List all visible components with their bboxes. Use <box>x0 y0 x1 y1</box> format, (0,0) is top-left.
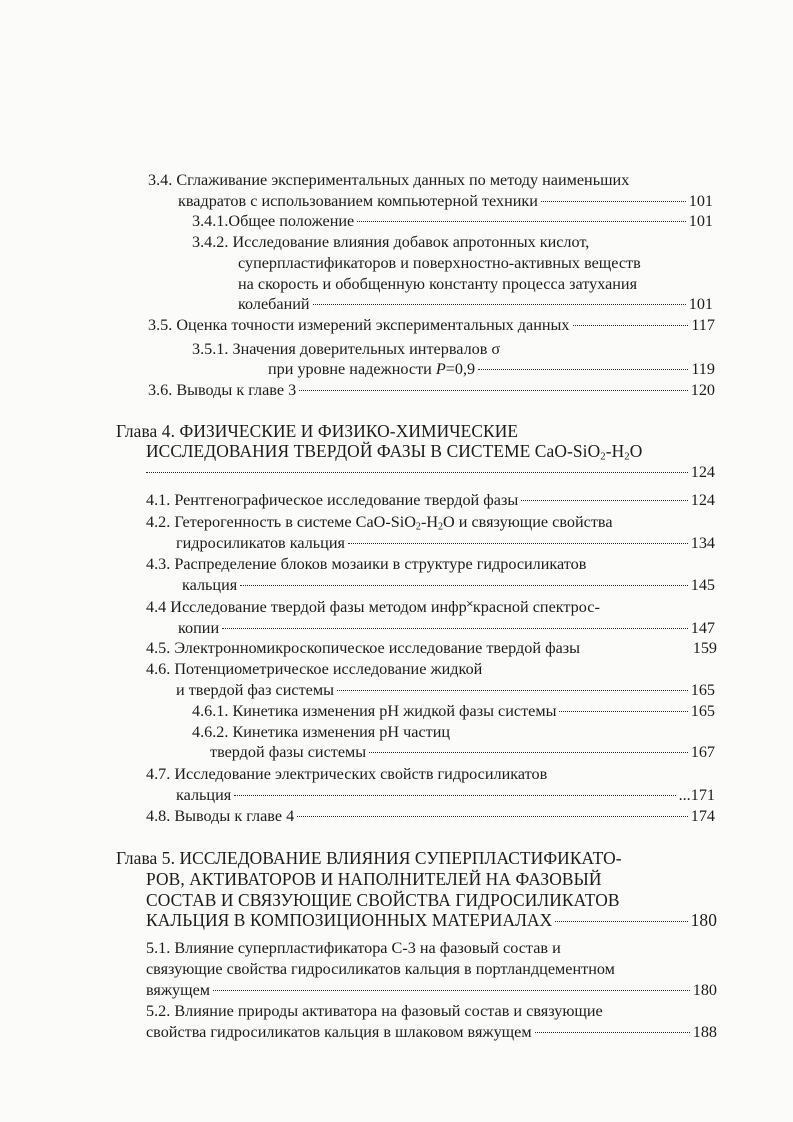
chapter-heading <box>146 441 642 461</box>
leader-dots <box>297 816 688 817</box>
entry-text: и твердой фаз системы <box>176 681 334 699</box>
toc-entry-5-1-line3 <box>146 980 717 1001</box>
entry-text: на скорость и обобщенную константу процесса затухания <box>238 275 638 293</box>
toc-entry-4-4-line2 <box>178 618 715 639</box>
entry-text: 4.5. Электронномикроскопическое исследование твердой фазы <box>146 639 581 657</box>
leader-dots <box>313 304 686 305</box>
chapter-4-title-line2 <box>146 441 642 462</box>
page-number: 174 <box>690 807 715 825</box>
entry-text: гидросиликатов кальция <box>176 534 345 552</box>
leader-dots <box>357 221 686 222</box>
toc-entry-3-4-2-line1 <box>192 232 589 253</box>
toc-entry-4-3-line2 <box>182 575 715 596</box>
entry-text-part: P <box>435 360 446 378</box>
toc-entry-3-5-1-line2 <box>268 359 715 380</box>
toc-entry-4-8 <box>146 806 715 827</box>
toc-entry-5-1-line2 <box>146 959 615 980</box>
page-number: 119 <box>691 360 715 378</box>
entry-text-part: -H <box>420 513 439 531</box>
entry-text: Сглаживание экспериментальных данных по методу наименьших <box>176 171 630 189</box>
toc-entry-3-4-2-line2 <box>238 253 641 274</box>
leader-dots <box>146 472 688 473</box>
subscript: 2 <box>438 521 444 533</box>
chapter-4-title-line1 <box>116 421 518 442</box>
page-number: 159 <box>692 639 717 657</box>
page-number: 101 <box>688 192 713 210</box>
leader-dots <box>478 369 688 370</box>
toc-entry-4-3-line1 <box>146 554 586 575</box>
leader-dots <box>348 543 688 544</box>
chapter-4-leader <box>146 462 715 483</box>
chapter-heading-part: -H <box>605 441 625 461</box>
entry-text: кальция <box>176 786 232 804</box>
entry-text-part: O и связующие свойства <box>443 513 613 531</box>
toc-entry-3-5 <box>148 315 715 336</box>
toc-entry-4-7-line1 <box>146 764 547 785</box>
toc-entry-3-4-2-line4 <box>238 294 713 315</box>
entry-text: 4.4 Исследование твердой фазы методом инфр˟красной спектрос- <box>146 598 600 616</box>
toc-entry-3-4-line2 <box>178 191 713 212</box>
toc-entry-4-6-2-line1 <box>192 722 450 743</box>
page-number: 167 <box>690 743 715 761</box>
leader-dots <box>535 1032 690 1033</box>
page-number: ...171 <box>678 786 715 804</box>
toc-entry-3-6 <box>148 380 715 401</box>
leader-dots <box>541 201 686 202</box>
page-number: 180 <box>692 981 717 999</box>
toc-entry-4-7-line2 <box>176 785 715 806</box>
chapter-heading-part: O <box>629 441 643 461</box>
entry-text: свойства гидросиликатов кальция в шлаковом вяжущем <box>146 1023 532 1041</box>
page-number: 145 <box>690 576 715 594</box>
subscript: 2 <box>624 450 630 463</box>
entry-text: 5.2. Влияние природы активатора на фазовый состав и связующие <box>146 1002 603 1020</box>
page-number: 180 <box>690 910 717 930</box>
chapter-5-title-line4 <box>146 910 717 931</box>
leader-dots <box>222 628 688 629</box>
chapter-5-title-line1 <box>116 848 622 869</box>
toc-entry-5-1-line1 <box>146 938 561 959</box>
page-number: 134 <box>690 534 715 552</box>
toc-entry-5-2-line2 <box>146 1022 717 1043</box>
toc-entry-3-4-1 <box>192 211 713 232</box>
chapter-heading: СОСТАВ И СВЯЗУЮЩИЕ СВОЙСТВА ГИДРОСИЛИКАТОВ <box>146 890 620 910</box>
leader-dots <box>240 585 688 586</box>
toc-entry-4-2-line1 <box>146 512 613 533</box>
toc-entry-3-4-2-line3 <box>238 274 637 295</box>
toc-entry-4-5 <box>146 638 717 659</box>
entry-text: вяжущем <box>146 981 211 999</box>
leader-dots <box>521 500 688 501</box>
subscript: 2 <box>600 450 606 463</box>
entry-text: копии <box>178 619 220 637</box>
entry-text: 4.7. Исследование электрических свойств гидросиликатов <box>146 765 548 783</box>
entry-text <box>268 359 475 380</box>
page-number: 147 <box>690 619 715 637</box>
page-number: 165 <box>690 681 715 699</box>
chapter-5-title-line2 <box>146 869 602 890</box>
toc-entry-4-6-line1 <box>146 659 482 680</box>
chapter-5-title-line3 <box>146 890 620 911</box>
leader-dots <box>369 752 688 753</box>
page-number: 188 <box>692 1023 717 1041</box>
entry-text: 4.3. Распределение блоков мозаики в структуре гидросиликатов <box>146 555 587 573</box>
page-number: 124 <box>690 463 715 481</box>
entry-text-part: =0,9 <box>445 360 476 378</box>
leader-dots <box>234 795 675 796</box>
entry-text: 3.4.2. Исследование влияния добавок апротонных кислот, <box>192 233 590 251</box>
entry-text: кальция <box>182 576 238 594</box>
toc-entry-4-6-line2 <box>176 680 715 701</box>
entry-text: 3.5. Оценка точности измерений экспериментальных данных <box>148 316 570 334</box>
entry-text: 4.6.2. Кинетика изменения pH частиц <box>192 723 451 741</box>
page-number: 124 <box>690 491 715 509</box>
entry-text: 3.6. Выводы к главе 3 <box>148 381 297 399</box>
entry-text-part: 4.2. Гетерогенность в системе CaO-SiO <box>146 513 416 531</box>
entry-text: связующие свойства гидросиликатов кальция в портландцементном <box>146 960 615 978</box>
entry-text: 4.8. Выводы к главе 4 <box>146 807 295 825</box>
toc-entry-4-6-2-line2 <box>210 742 715 763</box>
section-number: 3.4. <box>148 171 173 189</box>
leader-dots <box>559 711 687 712</box>
page-number: 165 <box>690 702 715 720</box>
toc-entry-4-1 <box>146 490 715 511</box>
toc-entry-5-2-line1 <box>146 1001 603 1022</box>
leader-dots <box>337 690 688 691</box>
chapter-heading-part: ИССЛЕДОВАНИЯ ТВЕРДОЙ ФАЗЫ В СИСТЕМЕ CaO-SiO <box>146 441 601 461</box>
entry-text: твердой фазы системы <box>210 743 367 761</box>
entry-text: суперпластификаторов и поверхностно-активных веществ <box>238 254 641 272</box>
entry-text: 3.5.1. Значения доверительных интервалов σ <box>192 340 501 358</box>
leader-dots <box>213 990 690 991</box>
entry-text: 5.1. Влияние суперпластификатора С-3 на фазовый состав и <box>146 939 561 957</box>
entry-text: 3.4.1.Общее положение <box>192 212 355 230</box>
entry-text: 4.6.1. Кинетика изменения pH жидкой фазы системы <box>192 702 557 720</box>
chapter-heading: Глава 5. ИССЛЕДОВАНИЕ ВЛИЯНИЯ СУПЕРПЛАСТИФИКАТО- <box>116 848 622 868</box>
entry-text: колебаний <box>238 295 310 313</box>
page-number: 101 <box>688 295 713 313</box>
leader-dots <box>299 390 688 391</box>
page-number: 117 <box>691 316 715 334</box>
toc-entry-3-5-1-line1 <box>192 339 500 360</box>
chapter-heading: КАЛЬЦИЯ В КОМПОЗИЦИОННЫХ МАТЕРИАЛАХ <box>146 910 553 930</box>
toc-entry-4-6-1 <box>192 701 715 722</box>
leader-dots <box>573 325 689 326</box>
entry-text: 4.6. Потенциометрическое исследование жидкой <box>146 660 483 678</box>
entry-text <box>146 513 613 531</box>
page-number: 101 <box>688 212 713 230</box>
chapter-heading: РОВ, АКТИВАТОРОВ И НАПОЛНИТЕЛЕЙ НА ФАЗОВЫЙ <box>146 869 602 889</box>
toc-entry-4-4-line1 <box>146 597 600 618</box>
entry-text-part: при уровне надежности <box>268 360 436 378</box>
page-number: 120 <box>690 381 715 399</box>
toc-entry-3-4-line1 <box>148 170 731 191</box>
entry-text: 4.1. Рентгенографическое исследование твердой фазы <box>146 491 519 509</box>
chapter-heading: Глава 4. ФИЗИЧЕСКИЕ И ФИЗИКО-ХИМИЧЕСКИЕ <box>116 421 519 441</box>
toc-entry-4-2-line2 <box>176 533 715 554</box>
leader-dots <box>555 921 687 922</box>
subscript: 2 <box>415 521 421 533</box>
entry-text: квадратов с использованием компьютерной техники <box>178 192 538 210</box>
